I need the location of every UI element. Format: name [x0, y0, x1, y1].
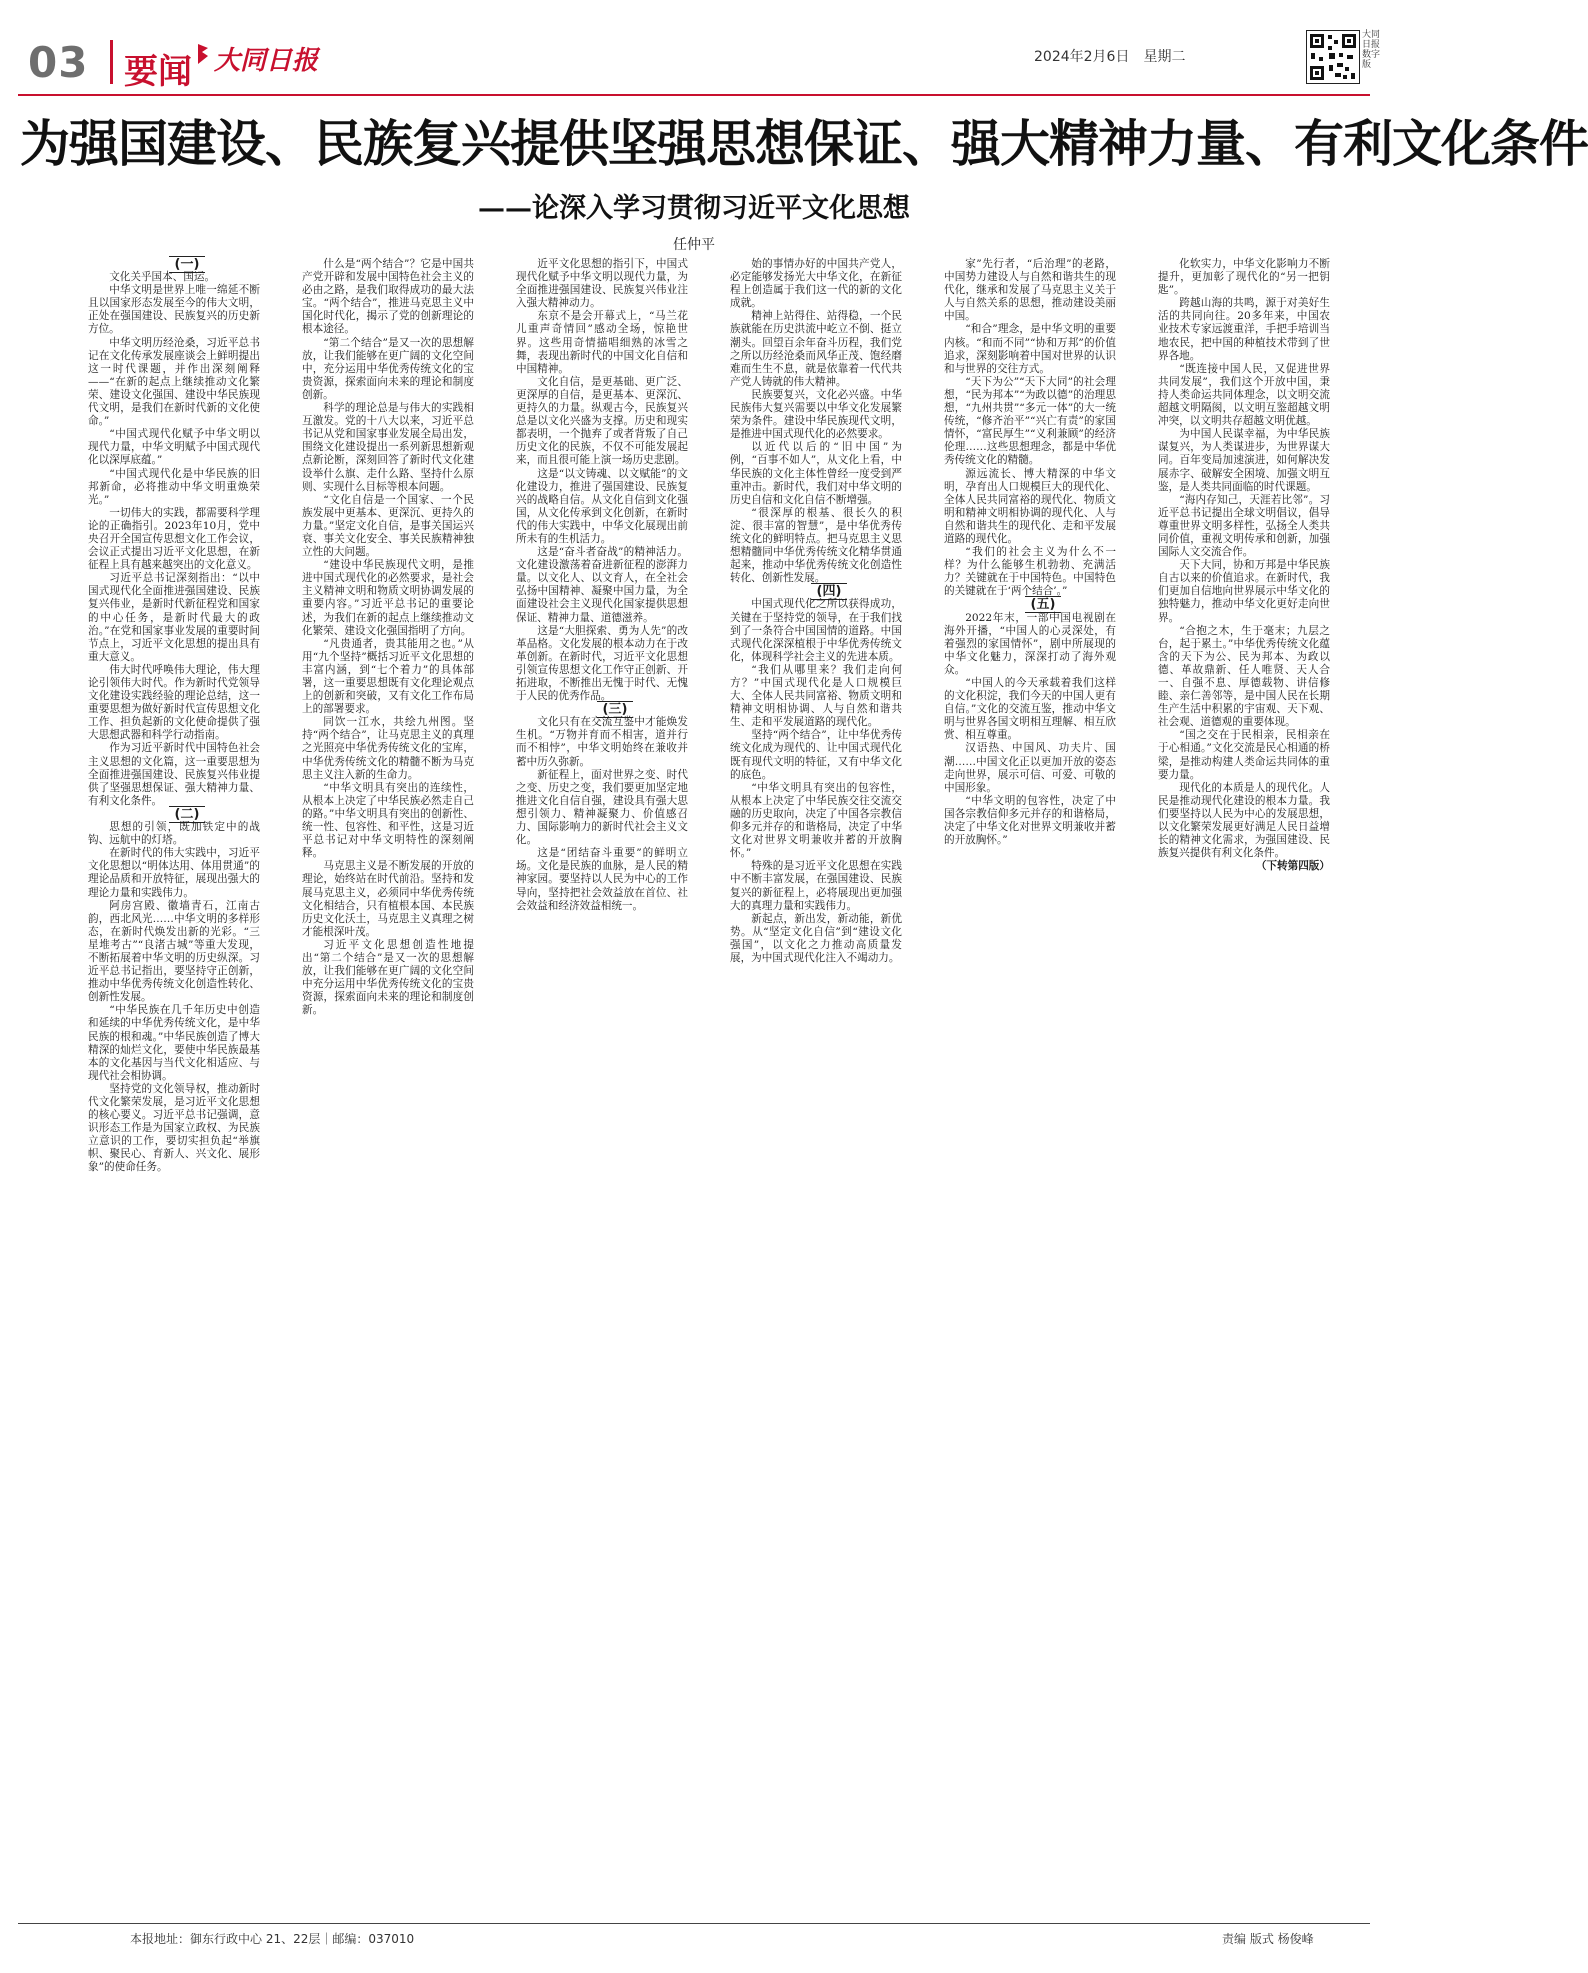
paragraph: “我们的社会主义为什么不一样？为什么能够生机勃勃、充满活力？关键就在于中国特色。中国特色的关键就在于‘两个结合’。” — [944, 546, 1116, 598]
article-column — [730, 258, 902, 1918]
qr-code-icon[interactable] — [1306, 30, 1360, 84]
paragraph: “海内存知己，天涯若比邻”。习近平总书记提出全球文明倡议，倡导尊重世界文明多样性，弘扬全人类共同价值，重视文明传承和创新，加强国际人文交流合作。 — [1158, 493, 1330, 559]
paragraph: 伟大时代呼唤伟大理论，伟大理论引领伟大时代。作为新时代党领导文化建设实践经验的理论总结，这一重要思想为做好新时代宣传思想文化工作、担负起新的文化使命提供了强大思想武器和科学行动指南。 — [88, 663, 260, 742]
paragraph: 汉语热、中国风、功夫片、国潮……中国文化正以更加开放的姿态走向世界，展示可信、可爱、可敬的中国形象。 — [944, 742, 1116, 794]
paragraph: 以近代以后的“旧中国”为例，“百事不如人”，从文化上看，中华民族的文化主体性曾经一度受到严重冲击。新时代，我们对中华文明的历史自信和文化自信不断增强。 — [730, 441, 902, 506]
paragraph: “中华文明具有突出的包容性，从根本上决定了中华民族交往交流交融的历史取向，决定了中国各宗教信仰多元并存的和谐格局，决定了中华文化对世界文明兼收并蓄的开放胸怀。” — [730, 781, 902, 860]
paragraph: 天下大同，协和万邦是中华民族自古以来的价值追求。在新时代，我们更加自信地向世界展示中华文化的独特魅力，推动中华文化更好走向世界。 — [1158, 559, 1330, 624]
article-column — [516, 258, 688, 1918]
newspaper-logo: 大同日报 — [214, 46, 319, 76]
paragraph: “中国式现代化赋予中华文明以现代力量，中华文明赋予中国式现代化以深厚底蕴。” — [88, 428, 260, 467]
section-heading: (四) — [730, 585, 902, 598]
paragraph: 民族要复兴，文化必兴盛。中华民族伟大复兴需要以中华文化发展繁荣为条件。建设中华民族现代文明，是推进中国式现代化的必然要求。 — [730, 388, 902, 441]
paragraph: 近平文化思想的指引下，中国式现代化赋予中华文明以现代力量，为全面推进强国建设、民族复兴伟业注入强大精神动力。 — [516, 258, 688, 310]
footer-rule — [18, 1923, 1370, 1924]
header-divider — [110, 40, 113, 84]
paragraph: 这是“团结奋斗重要”的鲜明立场。文化是民族的血脉，是人民的精神家园。要坚持以人民为中心的工作导向，坚持把社会效益放在首位、社会效益和经济效益相统一。 — [516, 847, 688, 912]
paragraph: 文化关乎国本、国运。 — [109, 271, 216, 284]
paragraph: 习近平文化思想创造性地提出“第二个结合”是又一次的思想解放，让我们能够在更广阔的文化空间中充分运用中华优秀传统文化的宝贵资源，探索面向未来的理论和制度创新。 — [302, 938, 474, 1017]
issue-date: 2024年2月6日 星期二 — [1034, 49, 1186, 65]
paragraph: 2022年末，一部中国电视剧在海外开播，“中国人的心灵深处，有着强烈的家国情怀”，剧中所展现的中华文化魅力，深深打动了海外观众。 — [944, 611, 1116, 676]
paragraph: 同饮一江水，共绘九州图。坚持“两个结合”，让马克思主义的真理之光照亮中华优秀传统文化的宝库，中华优秀传统文化的精髓不断为马克思主义注入新的生命力。 — [302, 716, 474, 781]
paragraph: “既连接中国人民，又促进世界共同发展”，我们这个开放中国，秉持人类命运共同体理念，以文明交流超越文明隔阂，以文明互鉴超越文明冲突，以文明共存超越文明优越。 — [1158, 362, 1330, 428]
paragraph: 始的事情办好的中国共产党人，必定能够发扬光大中华文化，在新征程上创造属于我们这一代的新的文化成就。 — [730, 258, 902, 310]
paragraph: 家”先行者，“后治理”的老路，中国势力建设人与自然和谐共生的现代化，继承和发展了马克思主义关于人与自然关系的思想，推动建设美丽中国。 — [944, 258, 1116, 323]
paragraph: 中华文明是世界上唯一绵延不断且以国家形态发展至今的伟大文明，正处在强国建设、民族复兴的历史新方位。 — [88, 284, 260, 336]
footer-editor: 责编 版式 杨俊峰 — [1222, 1932, 1314, 1946]
paragraph: “文化自信是一个国家、一个民族发展中更基本、更深沉、更持久的力量。”坚定文化自信，是事关国运兴衰、事关文化安全、事关民族精神独立性的大问题。 — [302, 493, 474, 559]
article-column — [1158, 258, 1330, 1918]
paragraph: 现代化的本质是人的现代化。人民是推动现代化建设的根本力量。我们要坚持以人民为中心的发展思想，以文化繁荣发展更好满足人民日益增长的精神文化需求，为强国建设、民族复兴提供有利文化条件。 — [1158, 781, 1330, 860]
paragraph: 什么是“两个结合”？它是中国共产党开辟和发展中国特色社会主义的必由之路，是我们取得成功的最大法宝。“两个结合”，推进马克思主义中国化时代化，揭示了党的创新理论的根本途径。 — [302, 258, 474, 336]
paragraph: 源远流长、博大精深的中华文明，孕育出人口规模巨大的现代化、全体人民共同富裕的现代化、物质文明和精神文明相协调的现代化、人与自然和谐共生的现代化、走和平发展道路的现代化。 — [944, 467, 1116, 545]
article-headline: 为强国建设、民族复兴提供坚强思想保证、强大精神力量、有利文化条件 — [20, 115, 1588, 173]
paragraph: 阿房宫殿、徽墙青石，江南古韵，西北风光……中华文明的多样形态，在新时代焕发出新的光彩。“三星堆考古”“良渚古城”等重大发现，不断拓展着中华文明的历史纵深。习近平总书记指出，要坚持守正创新，推动中华优秀传统文化创造性转化、创新性发展。 — [88, 899, 260, 1004]
article-body — [88, 258, 1378, 1918]
paragraph: 文化只有在交流互鉴中才能焕发生机。“万物并育而不相害，道并行而不相悖”，中华文明始终在兼收并蓄中历久弥新。 — [516, 716, 688, 768]
paragraph: 坚持“两个结合”，让中华优秀传统文化成为现代的、让中国式现代化既有现代文明的特征，又有中华文化的底色。 — [730, 729, 902, 781]
page-number: 03 — [28, 38, 89, 87]
paragraph: “很深厚的根基、很长久的积淀、很丰富的智慧”，是中华优秀传统文化的鲜明特点。把马克思主义思想精髓同中华优秀传统文化精华贯通起来，推动中华优秀传统文化创造性转化、创新性发展。 — [730, 506, 902, 585]
paragraph: 中国式现代化之所以获得成功，关键在于坚持党的领导，在于我们找到了一条符合中国国情的道路。中国式现代化深深植根于中华优秀传统文化，体现科学社会主义的先进本质。 — [730, 598, 902, 663]
paragraph: 文化自信，是更基础、更广泛、更深厚的自信，是更基本、更深沉、更持久的力量。纵观古今，民族复兴总是以文化兴盛为支撑。历史和现实都表明，一个抛弃了或者背叛了自己历史文化的民族，不仅不可能发展起来，而且很可能上演一场历史悲剧。 — [516, 375, 688, 467]
paragraph: “中华文明的包容性，决定了中国各宗教信仰多元并存的和谐格局，决定了中华文化对世界文明兼收并蓄的开放胸怀。” — [944, 794, 1116, 847]
section-heading: (五) — [944, 598, 1116, 611]
paragraph: 为中国人民谋幸福，为中华民族谋复兴，为人类谋进步，为世界谋大同。百年变局加速演进，如何解决发展赤字、破解安全困境、加强文明互鉴，是人类共同面临的时代课题。 — [1158, 428, 1330, 493]
qr-caption: 大同日报数字版 — [1362, 30, 1381, 70]
article-column — [88, 258, 260, 1918]
page-header — [0, 0, 1388, 98]
paragraph: 科学的理论总是与伟大的实践相互激发。党的十八大以来，习近平总书记从党和国家事业发展全局出发，围绕文化建设提出一系列新思想新观点新论断，深刻回答了新时代文化建设举什么旗、走什么路、坚持什么原则、实现什么目标等根本问题。 — [302, 402, 474, 493]
paragraph: 东京不是会开幕式上，“马兰花儿重声奇情回”感动全场，惊艳世界。这些用奇情描唱细熟的冰雪之舞，表现出新时代的中国文化自信和中国精神。 — [516, 310, 688, 375]
paragraph: 这是“以文铸魂、以文赋能”的文化建设力，推进了强国建设、民族复兴的战略自信。从文化自信到文化强国，从文化传承到文化创新，在新时代的伟大实践中，中华文化展现出前所未有的生机活力。 — [516, 467, 688, 545]
paragraph: “我们从哪里来？我们走向何方？”中国式现代化是人口规模巨大、全体人民共同富裕、物质文明和精神文明相协调、人与自然和谐共生、走和平发展道路的现代化。 — [730, 663, 902, 729]
continued-note: （下转第四版） — [1255, 860, 1330, 873]
paragraph: “中国人的今天承载着我们这样的文化积淀，我们今天的中国人更有自信。”文化的交流互鉴，推动中华文明与世界各国文明相互理解、相互欣赏、相互尊重。 — [944, 677, 1116, 742]
paragraph: 精神上站得住、站得稳，一个民族就能在历史洪流中屹立不倒、挺立潮头。回望百余年奋斗历程，我们党之所以历经沧桑而风华正茂、饱经磨难而生生不息，就是依靠着一代代共产党人铸就的伟大精神。 — [730, 310, 902, 388]
paragraph: 作为习近平新时代中国特色社会主义思想的文化篇，这一重要思想为全面推进强国建设、民族复兴伟业提供了坚强思想保证、强大精神力量、有利文化条件。 — [88, 742, 260, 807]
header-rule — [18, 94, 1370, 96]
paragraph: 习近平总书记深刻指出：“以中国式现代化全面推进强国建设、民族复兴伟业，是新时代新征程党和国家的中心任务，是新时代最大的政治。”在党和国家事业发展的重要时间节点上，习近平文化思想的提出具有重大意义。 — [88, 572, 260, 663]
paragraph: 坚持党的文化领导权，推动新时代文化繁荣发展，是习近平文化思想的核心要义。习近平总书记强调，意识形态工作是为国家立政权、为民族立意识的工作，要切实担负起“举旗帜、聚民心、育新人、兴文化、展形象”的使命任务。 — [88, 1082, 260, 1174]
article-subtitle: ——论深入学习贯彻习近平文化思想 — [478, 193, 910, 224]
paragraph: 思想的引领，既加铁定中的战钩、远航中的灯塔。 — [88, 821, 260, 847]
paragraph: “合抱之木，生于毫末；九层之台，起于累土。”中华优秀传统文化蕴含的天下为公、民为邦本、为政以德、革故鼎新、任人唯贤、天人合一、自强不息、厚德载物、讲信修睦、亲仁善邻等，是中国人民在长期生产生活中积累的宇宙观、天下观、社会观、道德观的重要体现。 — [1158, 624, 1330, 729]
paragraph: 在新时代的伟大实践中，习近平文化思想以“明体达用、体用贯通”的理论品质和开放特征，展现出强大的理论力量和实践伟力。 — [88, 847, 260, 899]
paragraph: “第二个结合”是又一次的思想解放，让我们能够在更广阔的文化空间中，充分运用中华优秀传统文化的宝贵资源，探索面向未来的理论和制度创新。 — [302, 336, 474, 401]
paragraph: “凡贵通者，贵其能用之也。”从用“九个坚持”概括习近平文化思想的丰富内涵，到“七个着力”的具体部署，这一重要思想既有文化理论观点上的创新和突破，又有文化工作布局上的部署要求。 — [302, 637, 474, 716]
section-name: 要闻 — [124, 52, 192, 92]
paragraph: 这是“大胆探索、勇为人先”的改革品格。文化发展的根本动力在于改革创新。在新时代，习近平文化思想引领宣传思想文化工作守正创新、开拓进取，不断推出无愧于时代、无愧于人民的优秀作品。 — [516, 624, 688, 703]
paragraph: “国之交在于民相亲，民相亲在于心相通。”文化交流是民心相通的桥梁，是推动构建人类命运共同体的重要力量。 — [1158, 729, 1330, 781]
footer-address: 本报地址：御东行政中心 21、22层｜邮编：037010 — [130, 1932, 415, 1946]
section-heading: (一) — [88, 258, 260, 271]
paragraph: 化软实力，中华文化影响力不断提升，更加彰了现代化的“另一把钥匙”。 — [1158, 258, 1330, 297]
paragraph: 特殊的是习近平文化思想在实践中不断丰富发展，在强国建设、民族复兴的新征程上，必将展现出更加强大的真理力量和实践伟力。 — [730, 860, 902, 912]
paragraph: “中国式现代化是中华民族的旧邦新命，必将推动中华文明重焕荣光。” — [88, 467, 260, 506]
paragraph: 马克思主义是不断发展的开放的理论，始终站在时代前沿。坚持和发展马克思主义，必须同中华优秀传统文化相结合，只有植根本国、本民族历史文化沃土，马克思主义真理之树才能根深叶茂。 — [302, 860, 474, 938]
article-column — [944, 258, 1116, 1918]
flag-icon — [196, 42, 210, 66]
section-heading: (三) — [516, 703, 688, 716]
paragraph: 一切伟大的实践，都需要科学理论的正确指引。2023年10月，党中央召开全国宣传思想文化工作会议，会议正式提出习近平文化思想，在新征程上具有越来越突出的文化意义。 — [88, 506, 260, 572]
paragraph: 这是“奋斗者奋战”的精神活力。文化建设激荡着奋进新征程的澎湃力量。以文化人、以文育人，在全社会弘扬中国精神、凝聚中国力量，为全面建设社会主义现代化国家提供思想保证、精神力量、道德滋养。 — [516, 546, 688, 624]
article-column — [302, 258, 474, 1918]
paragraph: 跨越山海的共鸣，源于对美好生活的共同向往。20多年来，中国农业技术专家远渡重洋，手把手培训当地农民，把中国的种植技术带到了世界各地。 — [1158, 297, 1330, 362]
paragraph: 新征程上，面对世界之变、时代之变、历史之变，我们要更加坚定地推进文化自信自强，建设具有强大思想引领力、精神凝聚力、价值感召力、国际影响力的新时代社会主义文化。 — [516, 768, 688, 847]
article-author: 任仲平 — [673, 237, 715, 253]
paragraph: “中华文明具有突出的连续性，从根本上决定了中华民族必然走自己的路。”中华文明具有突出的创新性、统一性、包容性、和平性，这是习近平总书记对中华文明特性的深刻阐释。 — [302, 781, 474, 860]
paragraph: “天下为公”“天下大同”的社会理想，“民为邦本”“为政以德”的治理思想，“九州共贯”“多元一体”的大一统传统，“修齐治平”“兴亡有责”的家国情怀，“富民厚生”“义利兼顾”的经济伦理……这些思想理念，都是中华优秀传统文化的精髓。 — [944, 375, 1116, 467]
section-heading: (二) — [88, 808, 260, 821]
paragraph: 中华文明历经沧桑，习近平总书记在文化传承发展座谈会上鲜明提出这一时代课题，并作出深刻阐释——“在新的起点上继续推动文化繁荣、建设文化强国、建设中华民族现代文明，是我们在新时代新的文化使命。” — [88, 336, 260, 428]
paragraph: 新起点，新出发，新动能，新优势。从“坚定文化自信”到“建设文化强国”，以文化之力推动高质量发展，为中国式现代化注入不竭动力。 — [730, 912, 902, 964]
paragraph: “建设中华民族现代文明，是推进中国式现代化的必然要求，是社会主义精神文明和物质文明协调发展的重要内容。”习近平总书记的重要论述，为我们在新的起点上继续推动文化繁荣、建设文化强国指明了方向。 — [302, 559, 474, 637]
paragraph: “中华民族在几千年历史中创造和延续的中华优秀传统文化，是中华民族的根和魂。”中华民族创造了博大精深的灿烂文化，要使中华民族最基本的文化基因与当代文化相适应、与现代社会相协调。 — [88, 1004, 260, 1082]
paragraph: “和合”理念，是中华文明的重要内核。“和而不同”“协和万邦”的价值追求，深刻影响着中国对世界的认识和与世界的交往方式。 — [944, 323, 1116, 375]
